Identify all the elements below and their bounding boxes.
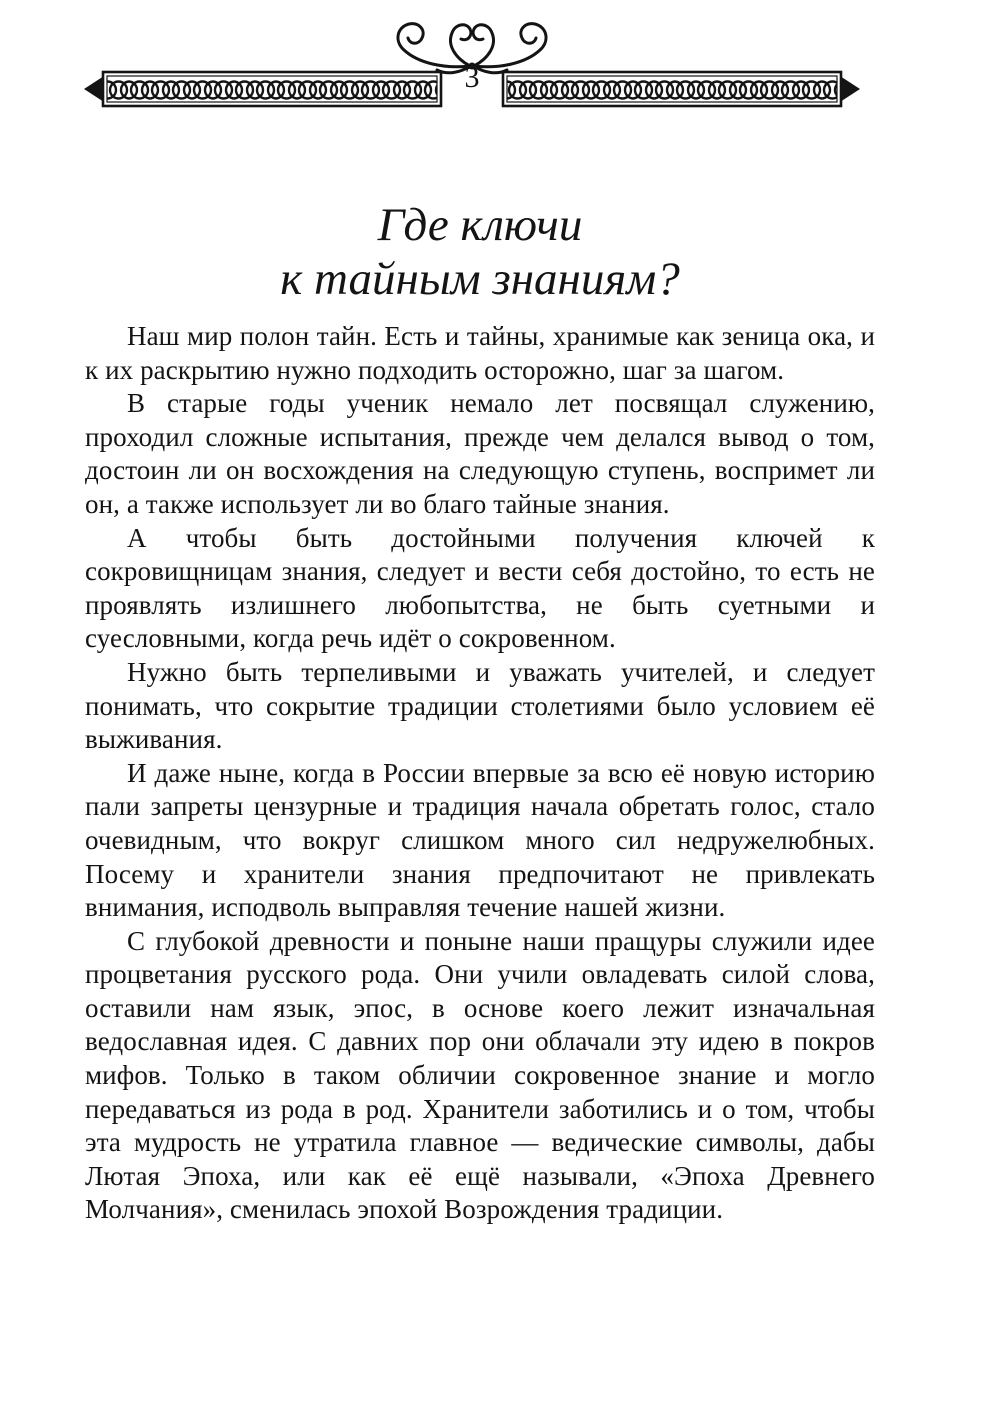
right-border-band — [503, 72, 841, 106]
body-paragraph: Наш мир полон тайн. Есть и тайны, хранимые как зеница ока, и к их раскрытию нужно подходить осторожно, шаг за шагом. — [85, 321, 875, 385]
body-paragraph: А чтобы быть достойными получения ключей к сокровищницам знания, следует и вести себя достойно, то есть не проявлять излишнего любопытства, не быть суетными и суесловными, когда речь идёт о сокровенном. — [85, 522, 875, 654]
chapter-title-line-1: Где ключи — [377, 199, 583, 252]
left-arrow-icon — [84, 76, 104, 102]
left-border-band — [103, 72, 441, 106]
page-number: 3 — [464, 61, 480, 94]
body-paragraph: С глубокой древности и поныне наши пращуры служили идее процветания русского рода. Они учили овладевать силой слова, оставили нам язык, эпос, в основе коего лежит изначальная ведославная идея. С давних пор они облачали эту идею в покров мифов. Только в таком обличии сокровенное знание и могло передаваться из рода в род. Хранители заботились и о том, чтобы эта мудрость не утратила главное — ведические символы, дабы Лютая Эпоха, или как её ещё называли, «Эпоха Древнего Молчания», сменилась эпохой Возрождения традиции. — [85, 925, 875, 1225]
body-paragraph: И даже ныне, когда в России впервые за всю её новую историю пали запреты цензурные и традиция начала обретать голос, стало очевидным, что вокруг слишком много сил недружелюбных. Посему и хранители знания предпочитают не привлекать внимания, исподволь выправляя течение нашей жизни. — [85, 757, 875, 923]
body-paragraph: Нужно быть терпеливыми и уважать учителей, и следует понимать, что сокрытие традиции столетиями было условием её выживания. — [85, 656, 875, 755]
right-arrow-icon — [840, 76, 860, 102]
chapter-title — [85, 199, 875, 305]
body-paragraph: В старые годы ученик немало лет посвящал служению, проходил сложные испытания, прежде чем делался вывод о том, достоин ли он восхождения на следующую ступень, воспримет ли он, а также использует ли во благо тайные знания. — [85, 388, 875, 519]
chapter-title-line-2: к тайным знаниям? — [280, 252, 680, 305]
body-text — [85, 320, 875, 1227]
